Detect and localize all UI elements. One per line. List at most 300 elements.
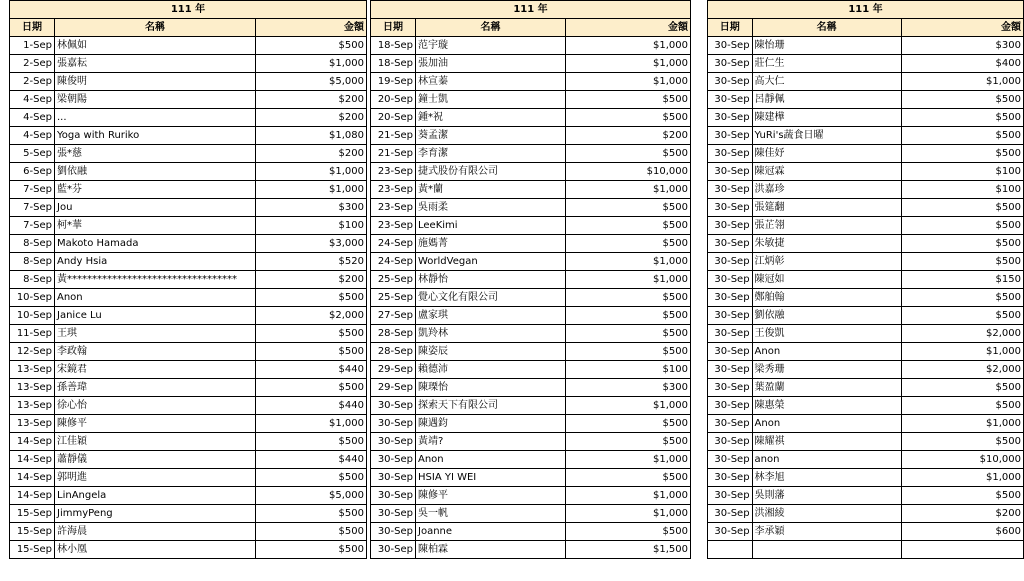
donation-table-2 — [370, 0, 691, 559]
row-amount: $5,000 — [256, 487, 367, 505]
row-name: 黃靖? — [416, 433, 566, 451]
row-amount: $500 — [566, 91, 691, 109]
row-name: 林李旭 — [752, 469, 901, 487]
row-amount: $300 — [901, 37, 1023, 55]
row-name: Anon — [752, 415, 901, 433]
row-name: 捷式股份有限公司 — [416, 163, 566, 181]
row-name: 林宣蓁 — [416, 73, 566, 91]
row-amount: $500 — [901, 253, 1023, 271]
table-row — [10, 271, 367, 289]
row-name: 鐘士凱 — [416, 91, 566, 109]
row-date: 23-Sep — [371, 181, 416, 199]
table-row — [10, 91, 367, 109]
row-amount: $500 — [901, 91, 1023, 109]
table-row — [10, 469, 367, 487]
table-row — [10, 541, 367, 559]
table-row — [10, 289, 367, 307]
row-date: 1-Sep — [10, 37, 55, 55]
row-amount: $500 — [566, 307, 691, 325]
row-name: 陳遇鈞 — [416, 415, 566, 433]
row-amount: $500 — [566, 109, 691, 127]
row-date: 30-Sep — [708, 37, 753, 55]
row-date: 30-Sep — [708, 73, 753, 91]
row-date: 30-Sep — [708, 415, 753, 433]
row-date: 2-Sep — [10, 55, 55, 73]
row-amount: $500 — [256, 433, 367, 451]
row-name: 李育潔 — [416, 145, 566, 163]
row-name: 高大仁 — [752, 73, 901, 91]
table-row — [708, 199, 1024, 217]
row-date: 20-Sep — [371, 91, 416, 109]
row-date: 15-Sep — [10, 505, 55, 523]
row-amount: $100 — [256, 217, 367, 235]
row-name: 宋鏡君 — [55, 361, 256, 379]
table-row — [371, 505, 691, 523]
row-amount: $10,000 — [566, 163, 691, 181]
row-name: 范宇璇 — [416, 37, 566, 55]
row-name: 覺心文化有限公司 — [416, 289, 566, 307]
table-row — [708, 253, 1024, 271]
table-row — [371, 145, 691, 163]
table-row — [10, 109, 367, 127]
row-amount: $1,000 — [566, 253, 691, 271]
row-amount: $500 — [256, 325, 367, 343]
header-date: 日期 — [708, 19, 753, 37]
table-row — [708, 145, 1024, 163]
row-date: 30-Sep — [708, 289, 753, 307]
row-date: 13-Sep — [10, 361, 55, 379]
row-amount: $500 — [566, 145, 691, 163]
table-row — [10, 37, 367, 55]
row-name: 陳怡珊 — [752, 37, 901, 55]
row-amount: $500 — [566, 433, 691, 451]
table-row — [708, 325, 1024, 343]
row-date: 30-Sep — [708, 523, 753, 541]
row-amount: $1,000 — [901, 469, 1023, 487]
row-amount: $500 — [256, 37, 367, 55]
row-name: 郭明進 — [55, 469, 256, 487]
row-amount: $440 — [256, 361, 367, 379]
table-row — [371, 217, 691, 235]
row-date: 30-Sep — [708, 451, 753, 469]
row-amount: $150 — [901, 271, 1023, 289]
row-date: 30-Sep — [708, 109, 753, 127]
row-amount: $500 — [256, 469, 367, 487]
header-name: 名稱 — [752, 19, 901, 37]
row-name: Makoto Hamada — [55, 235, 256, 253]
row-date: 6-Sep — [10, 163, 55, 181]
row-name: 陳冠如 — [752, 271, 901, 289]
table-row — [10, 199, 367, 217]
table-row — [708, 433, 1024, 451]
row-amount: $1,000 — [901, 73, 1023, 91]
row-amount: $500 — [256, 505, 367, 523]
table-row — [10, 433, 367, 451]
table-row — [10, 343, 367, 361]
row-amount: $1,000 — [566, 181, 691, 199]
table-row — [371, 289, 691, 307]
row-name: 劉依融 — [55, 163, 256, 181]
table-row — [708, 343, 1024, 361]
row-name: 賴德沛 — [416, 361, 566, 379]
row-name: 黃********************************** — [55, 271, 256, 289]
row-date: 29-Sep — [371, 361, 416, 379]
table-row — [10, 145, 367, 163]
row-date: 30-Sep — [708, 433, 753, 451]
table-row — [371, 541, 691, 559]
row-name: 林靜怡 — [416, 271, 566, 289]
row-amount: $200 — [566, 127, 691, 145]
row-amount: $500 — [901, 289, 1023, 307]
table-row — [371, 397, 691, 415]
row-amount: $500 — [566, 415, 691, 433]
table-row — [371, 343, 691, 361]
table-row — [10, 505, 367, 523]
table-row — [708, 487, 1024, 505]
table-row — [371, 361, 691, 379]
row-date: 25-Sep — [371, 271, 416, 289]
row-name: 蕭靜儀 — [55, 451, 256, 469]
row-date: 11-Sep — [10, 325, 55, 343]
table-row — [708, 505, 1024, 523]
row-date: 30-Sep — [371, 451, 416, 469]
row-name: LinAngela — [55, 487, 256, 505]
row-name: 洪湘綾 — [752, 505, 901, 523]
row-date: 15-Sep — [10, 523, 55, 541]
row-date: 29-Sep — [371, 379, 416, 397]
row-date: 27-Sep — [371, 307, 416, 325]
row-date: 30-Sep — [371, 541, 416, 559]
row-date: 30-Sep — [708, 55, 753, 73]
table-row — [371, 109, 691, 127]
table-row — [708, 181, 1024, 199]
row-amount: $500 — [566, 325, 691, 343]
row-amount: $500 — [256, 379, 367, 397]
row-date: 20-Sep — [371, 109, 416, 127]
sheet-title: 111 年 — [371, 1, 691, 19]
row-amount: $500 — [901, 109, 1023, 127]
row-date: 13-Sep — [10, 415, 55, 433]
row-date: 24-Sep — [371, 235, 416, 253]
row-name: 藍*芬 — [55, 181, 256, 199]
row-date: 25-Sep — [371, 289, 416, 307]
row-name: HSIA YI WEI — [416, 469, 566, 487]
header-name: 名稱 — [416, 19, 566, 37]
row-name: 林佩如 — [55, 37, 256, 55]
table-row — [371, 163, 691, 181]
table-row — [371, 127, 691, 145]
row-date: 30-Sep — [708, 235, 753, 253]
table-row — [371, 415, 691, 433]
row-name: 朱敏捷 — [752, 235, 901, 253]
row-name: 陳惠榮 — [752, 397, 901, 415]
row-name: LeeKimi — [416, 217, 566, 235]
row-date: 30-Sep — [371, 487, 416, 505]
table-row — [10, 379, 367, 397]
row-name: 探索天下有限公司 — [416, 397, 566, 415]
row-amount: $500 — [901, 397, 1023, 415]
row-amount: $440 — [256, 451, 367, 469]
row-name: 江炳彰 — [752, 253, 901, 271]
row-date: 30-Sep — [371, 523, 416, 541]
table-row — [371, 253, 691, 271]
table-row — [10, 397, 367, 415]
row-date: 30-Sep — [708, 181, 753, 199]
table-row — [371, 433, 691, 451]
table-row — [10, 127, 367, 145]
row-name: 凱羚林 — [416, 325, 566, 343]
table-row — [371, 37, 691, 55]
row-date: 30-Sep — [371, 469, 416, 487]
row-date: 14-Sep — [10, 433, 55, 451]
table-row — [10, 487, 367, 505]
table-row — [708, 289, 1024, 307]
row-name: YuRi's蔬食日曜 — [752, 127, 901, 145]
row-date: 18-Sep — [371, 55, 416, 73]
empty-cell — [752, 541, 901, 559]
row-date: 30-Sep — [371, 415, 416, 433]
row-amount: $1,000 — [566, 55, 691, 73]
row-name: 陳耀祺 — [752, 433, 901, 451]
row-amount: $500 — [566, 523, 691, 541]
table-row — [708, 379, 1024, 397]
row-date: 30-Sep — [708, 271, 753, 289]
row-amount: $5,000 — [256, 73, 367, 91]
table-row — [371, 55, 691, 73]
row-date: 30-Sep — [708, 163, 753, 181]
row-date: 7-Sep — [10, 199, 55, 217]
row-name: Anon — [752, 343, 901, 361]
row-name: 許海晨 — [55, 523, 256, 541]
row-name: 張芷翎 — [752, 217, 901, 235]
row-amount: $300 — [566, 379, 691, 397]
row-date: 30-Sep — [708, 487, 753, 505]
row-amount: $500 — [901, 307, 1023, 325]
table-row — [371, 307, 691, 325]
row-amount: $1,080 — [256, 127, 367, 145]
row-amount: $500 — [256, 343, 367, 361]
row-name: 張*慈 — [55, 145, 256, 163]
sheet-title: 111 年 — [10, 1, 367, 19]
table-row — [371, 487, 691, 505]
table-row — [708, 55, 1024, 73]
row-amount: $500 — [566, 469, 691, 487]
row-amount: $1,000 — [566, 487, 691, 505]
row-amount: $200 — [256, 271, 367, 289]
row-name: 李承穎 — [752, 523, 901, 541]
table-row — [10, 451, 367, 469]
row-date: 18-Sep — [371, 37, 416, 55]
row-amount: $1,000 — [566, 73, 691, 91]
row-name: Yoga with Ruriko — [55, 127, 256, 145]
row-name: 王俊凱 — [752, 325, 901, 343]
row-name: Janice Lu — [55, 307, 256, 325]
row-amount: $500 — [901, 217, 1023, 235]
row-amount: $500 — [566, 289, 691, 307]
row-name: 吳則藩 — [752, 487, 901, 505]
row-date: 13-Sep — [10, 397, 55, 415]
row-amount: $500 — [901, 379, 1023, 397]
table-row — [708, 523, 1024, 541]
row-date: 13-Sep — [10, 379, 55, 397]
header-amount: 金額 — [901, 19, 1023, 37]
row-date: 8-Sep — [10, 235, 55, 253]
row-date: 30-Sep — [371, 505, 416, 523]
table-row — [10, 55, 367, 73]
table-row — [708, 163, 1024, 181]
row-amount: $500 — [901, 127, 1023, 145]
row-amount: $1,000 — [256, 163, 367, 181]
header-name: 名稱 — [55, 19, 256, 37]
row-amount: $500 — [566, 235, 691, 253]
row-amount: $1,000 — [566, 505, 691, 523]
row-date: 8-Sep — [10, 271, 55, 289]
row-date: 10-Sep — [10, 307, 55, 325]
header-amount: 金額 — [566, 19, 691, 37]
row-amount: $2,000 — [256, 307, 367, 325]
row-amount: $300 — [256, 199, 367, 217]
table-row — [708, 415, 1024, 433]
row-name: 孫善瑋 — [55, 379, 256, 397]
table-row — [708, 37, 1024, 55]
table-row — [371, 91, 691, 109]
table-row — [10, 325, 367, 343]
table-row — [708, 235, 1024, 253]
row-date: 5-Sep — [10, 145, 55, 163]
row-name: 陳佳妤 — [752, 145, 901, 163]
donation-table-1 — [9, 0, 367, 559]
row-amount: $500 — [566, 343, 691, 361]
empty-cell — [901, 541, 1023, 559]
row-amount: $1,000 — [566, 451, 691, 469]
row-name: 張嘉耘 — [55, 55, 256, 73]
row-amount: $500 — [901, 235, 1023, 253]
row-name: 王琪 — [55, 325, 256, 343]
row-date: 14-Sep — [10, 451, 55, 469]
row-date: 30-Sep — [708, 505, 753, 523]
header-date: 日期 — [371, 19, 416, 37]
row-amount: $500 — [901, 487, 1023, 505]
row-name: 盧家琪 — [416, 307, 566, 325]
row-name: 林小凰 — [55, 541, 256, 559]
table-row — [10, 163, 367, 181]
row-name: ... — [55, 109, 256, 127]
row-date: 14-Sep — [10, 469, 55, 487]
row-name: 李政翰 — [55, 343, 256, 361]
table-row — [708, 217, 1024, 235]
table-row — [10, 181, 367, 199]
row-name: 梁朝陽 — [55, 91, 256, 109]
table-row — [708, 361, 1024, 379]
row-name: 葉盈蘭 — [752, 379, 901, 397]
empty-row — [708, 541, 1024, 559]
table-row — [10, 361, 367, 379]
row-amount: $1,000 — [566, 37, 691, 55]
table-row — [10, 235, 367, 253]
row-name: 陳瑮怡 — [416, 379, 566, 397]
row-amount: $500 — [256, 289, 367, 307]
table-row — [371, 73, 691, 91]
header-amount: 金額 — [256, 19, 367, 37]
table-row — [371, 469, 691, 487]
row-date: 30-Sep — [708, 397, 753, 415]
table-row — [10, 217, 367, 235]
row-date: 30-Sep — [708, 343, 753, 361]
header-date: 日期 — [10, 19, 55, 37]
sheet-title: 111 年 — [708, 1, 1024, 19]
row-amount: $600 — [901, 523, 1023, 541]
donation-table-3 — [707, 0, 1024, 559]
row-date: 4-Sep — [10, 91, 55, 109]
row-amount: $1,000 — [566, 397, 691, 415]
row-name: Joanne — [416, 523, 566, 541]
row-name: anon — [752, 451, 901, 469]
row-amount: $1,000 — [256, 415, 367, 433]
row-date: 19-Sep — [371, 73, 416, 91]
row-amount: $200 — [901, 505, 1023, 523]
row-date: 8-Sep — [10, 253, 55, 271]
row-date: 23-Sep — [371, 199, 416, 217]
table-row — [371, 451, 691, 469]
table-row — [10, 307, 367, 325]
row-date: 30-Sep — [371, 397, 416, 415]
row-name: 江佳穎 — [55, 433, 256, 451]
row-amount: $1,000 — [566, 271, 691, 289]
table-row — [708, 271, 1024, 289]
row-name: 張加油 — [416, 55, 566, 73]
row-amount: $1,500 — [566, 541, 691, 559]
row-name: Anon — [55, 289, 256, 307]
table-row — [708, 397, 1024, 415]
row-amount: $100 — [901, 163, 1023, 181]
table-row — [371, 199, 691, 217]
row-date: 23-Sep — [371, 163, 416, 181]
row-date: 14-Sep — [10, 487, 55, 505]
table-row — [708, 127, 1024, 145]
row-date: 30-Sep — [708, 361, 753, 379]
row-amount: $500 — [901, 433, 1023, 451]
row-name: 呂靜佩 — [752, 91, 901, 109]
row-date: 30-Sep — [708, 91, 753, 109]
table-row — [708, 91, 1024, 109]
row-name: Anon — [416, 451, 566, 469]
row-amount: $200 — [256, 109, 367, 127]
row-amount: $500 — [256, 523, 367, 541]
row-name: 黃*蘭 — [416, 181, 566, 199]
row-date: 2-Sep — [10, 73, 55, 91]
row-name: WorldVegan — [416, 253, 566, 271]
row-date: 7-Sep — [10, 217, 55, 235]
table-row — [371, 379, 691, 397]
row-date: 30-Sep — [708, 325, 753, 343]
row-date: 30-Sep — [708, 253, 753, 271]
row-date: 24-Sep — [371, 253, 416, 271]
row-name: Jou — [55, 199, 256, 217]
table-row — [708, 73, 1024, 91]
table-row — [371, 523, 691, 541]
row-date: 30-Sep — [708, 199, 753, 217]
table-row — [371, 271, 691, 289]
row-name: 徐心怡 — [55, 397, 256, 415]
row-amount: $3,000 — [256, 235, 367, 253]
table-row — [371, 235, 691, 253]
row-name: JimmyPeng — [55, 505, 256, 523]
row-name: Andy Hsia — [55, 253, 256, 271]
row-name: 陳姿辰 — [416, 343, 566, 361]
row-amount: $2,000 — [901, 325, 1023, 343]
row-name: 陳建樺 — [752, 109, 901, 127]
row-amount: $500 — [901, 145, 1023, 163]
